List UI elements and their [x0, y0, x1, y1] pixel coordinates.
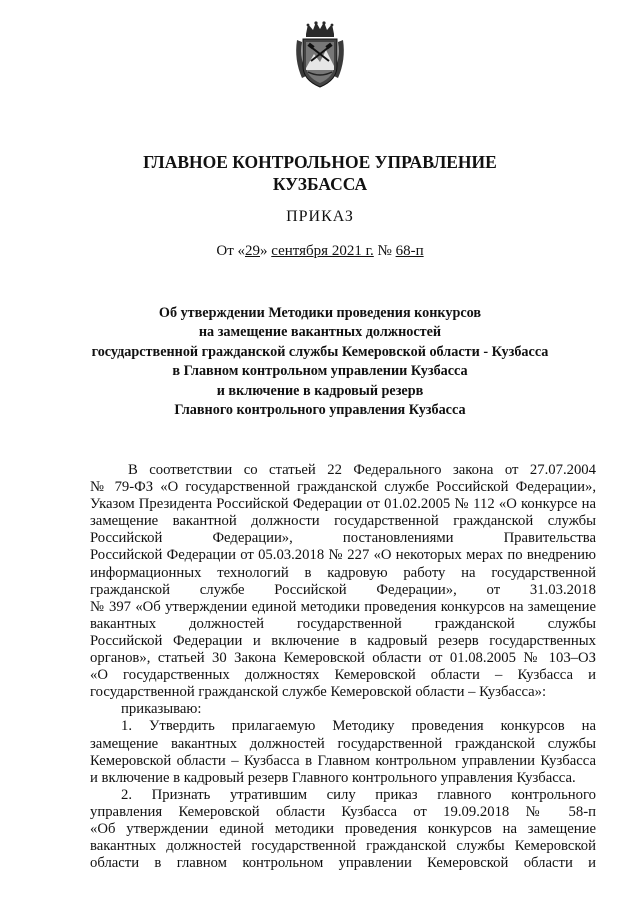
- body-line: «О государственных должностях Кемеровской области – Кузбасса и: [90, 667, 596, 684]
- title-line: Главного контрольного управления Кузбасса: [174, 402, 466, 419]
- title-line: в Главном контрольном управлении Кузбасса: [172, 363, 468, 380]
- document-body: [90, 462, 596, 872]
- body-line: «Об утверждении единой методики проведения конкурсов на замещение: [90, 820, 596, 837]
- document-title: [60, 304, 580, 420]
- body-line: вакантных должностей государственной гражданской службы: [90, 615, 596, 632]
- body-line: области в главном контрольном управлении Кемеровской области и: [90, 855, 596, 872]
- title-line: и включение в кадровый резерв: [216, 382, 424, 399]
- title-line: Об утверждении Методики проведения конкурсов: [158, 305, 482, 321]
- number-prefix: №: [373, 243, 396, 259]
- body-line: государственной гражданской службе Кемеровской области – Кузбасса»:: [90, 684, 547, 701]
- title-line: на замещение вакантных должностей: [198, 324, 442, 341]
- body-line: 1. Утвердить прилагаемую Методику проведения конкурсов на: [121, 718, 596, 735]
- date-month-year: сентября 2021 г.: [271, 243, 374, 259]
- organization-name-line: ГЛАВНОЕ КОНТРОЛЬНОЕ УПРАВЛЕНИЕ: [143, 152, 497, 172]
- document-type: ПРИКАЗ: [286, 208, 354, 225]
- date-mid: »: [260, 243, 272, 259]
- body-line: гражданской службе Российской Федерации», от 31.03.2018: [90, 581, 596, 598]
- coat-of-arms-emblem: [294, 20, 346, 90]
- body-line: Кемеровской области – Кузбасса в Главном контрольном управлении Кузбасса: [90, 752, 596, 769]
- body-line: органов», статьей 30 Закона Кемеровской области от 01.08.2005 № 103–ОЗ: [90, 650, 596, 667]
- body-line: В соответствии со статьей 22 Федерального закона от 27.07.2004: [128, 462, 596, 478]
- body-line: 2. Признать утратившим силу приказ главного контрольного: [121, 786, 596, 803]
- organization-name-line: КУЗБАССА: [272, 174, 368, 194]
- body-line: № 79-ФЗ «О государственной гражданской службе Российской Федерации»,: [90, 479, 596, 496]
- body-line: Российской Федерации», постановлениями Правительства: [90, 530, 596, 547]
- body-line: и включение в кадровый резерв Главного контрольного управления Кузбасса.: [90, 769, 576, 786]
- body-line: вакантных должностей государственной гражданской службы Кемеровской: [90, 838, 596, 855]
- body-line: приказываю:: [121, 701, 202, 718]
- document-number: 68-п: [395, 243, 424, 259]
- organization-name: [60, 151, 580, 195]
- body-line: № 397 «Об утверждении единой методики проведения конкурсов на замещение: [90, 598, 596, 615]
- date-day: 29: [245, 243, 260, 259]
- body-line: Указом Президента Российской Федерации от 01.02.2005 № 112 «О конкурсе на: [90, 496, 596, 513]
- title-line: государственной гражданской службы Кемеровской области - Кузбасса: [91, 343, 549, 360]
- body-line: Российской Федерации от 05.03.2018 № 227 «О некоторых мерах по внедрению: [90, 547, 596, 564]
- document-date-line: [60, 243, 580, 260]
- body-line: замещение вакантных должностей государственной гражданской службы: [90, 735, 596, 752]
- body-line: информационных технологий в кадровую работу на государственной: [90, 564, 596, 581]
- body-line: замещение вакантной должности государственной гражданской службы: [90, 513, 596, 530]
- body-line: управления Кемеровской области Кузбасса от 19.09.2018 № 58-п: [90, 803, 596, 820]
- body-line: Российской Федерации и включение в кадровый резерв государственных: [90, 632, 596, 649]
- date-prefix: От «: [216, 243, 245, 259]
